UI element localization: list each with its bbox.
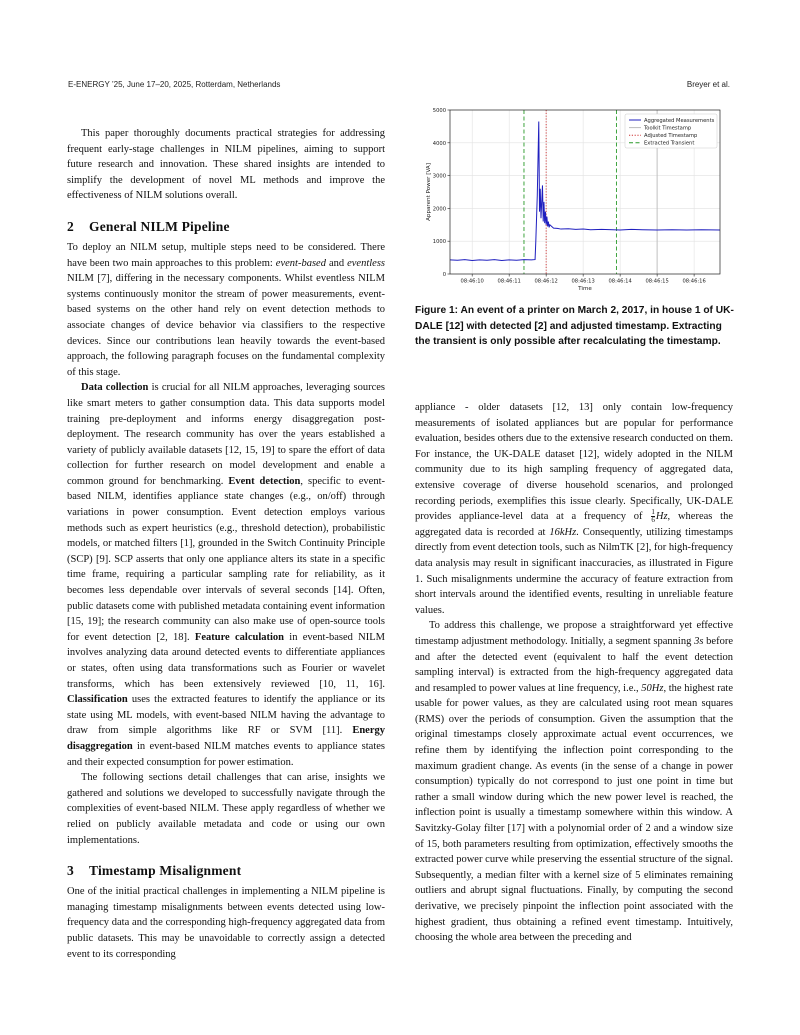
math-value: 50Hz <box>641 682 664 694</box>
figure-1 <box>418 104 734 294</box>
section-number: 2 <box>67 218 74 234</box>
run-in-heading: Data collection <box>81 382 149 394</box>
y-tick-label: 0 <box>442 272 446 278</box>
run-in-heading: Feature calculation <box>194 631 284 643</box>
fraction-numerator: 1 <box>651 508 655 517</box>
fraction-denominator: 6 <box>651 516 655 525</box>
x-tick-label: 08:46:11 <box>497 278 521 285</box>
x-axis-label: Time <box>578 286 592 292</box>
fraction <box>651 509 655 524</box>
power-chart <box>418 104 734 294</box>
intro-paragraph: This paper thoroughly documents practical strategies for addressing frequent early-stage challenges in NILM pipelines, aiming to support future research and innovation. These shared insights are intended to simplify the development of novel ML methods and improve the effectiveness of NILM solutions overall. <box>67 128 385 202</box>
paragraph <box>67 240 385 380</box>
text-run: in event-based NILM involves analyzing data around detected events to differentiate appliances or states, often using data transformations such as Fourier or wavelet transforms, which has been extensively reviewed [10, 11, 16]. <box>67 631 385 690</box>
run-in-heading: Classification <box>67 694 128 706</box>
y-tick-label: 5000 <box>432 108 446 114</box>
text-run: , whereas the aggregated data is recorded at <box>415 511 733 538</box>
legend-entry: Extracted Transient <box>644 140 695 147</box>
emphasis: eventless <box>347 257 386 269</box>
text-run: To address this challenge, we propose a straightforward yet effective timestamp adjustment methodology. Initially, a segment spanning <box>415 620 733 647</box>
right-column <box>415 400 733 946</box>
text-run: is crucial for all NILM approaches, leveraging sources like smart meters to gather consumption data. This data supports model training pre-deployment and informs energy disaggregation post-deployment. The research community has over the years established a variety of publicly available datasets [12, 15, 19] to spare the effort of data collection for further research on model development and enable a common ground for benchmarking. <box>67 382 385 487</box>
text-run: , specific to event-based NILM, identifies appliance state changes (e.g., on/off) through variations in power consumption. Event detection employs various methods such as expert heuristics (e.g., threshold detection), probabilistic models, or matched filters [1], grounded in the Switch Continuity Principle (SCP) [9]. SCP asserts that only one appliance alters its state in a specific time frame, requiring a particular sampling rate for reliability, as it becomes less dependable over intervals of several seconds [14]. Often, public datasets come with published metadata containing event information [15, 19]; the research community can also make use of open-source tools for event detection [2, 18]. <box>67 475 385 643</box>
paragraph: One of the initial practical challenges in implementing a NILM pipeline is managing timestamp misalignments between events detected using low-frequency data and the corresponding high-frequency aggregated data from public datasets. This may be unavoidable to correctly assign a detected event to its corresponding <box>67 886 385 960</box>
run-in-heading: Event detection <box>228 475 301 487</box>
text-run: before and after the detected event (equivalent to half the event detection sampling interval) is extracted from the high-frequency aggregated data and resampled to power values at line frequency, i.e., <box>415 635 733 694</box>
running-header-venue: E-ENERGY ’25, June 17–20, 2025, Rotterdam, Netherlands <box>68 80 281 89</box>
y-tick-label: 4000 <box>432 140 446 147</box>
paragraph <box>415 400 733 618</box>
text-run: To deploy an NILM setup, multiple steps need to be considered. There have been two main approaches to this problem: <box>67 241 385 269</box>
legend-entry: Toolkit Timestamp <box>644 125 692 132</box>
x-tick-label: 08:46:10 <box>460 278 484 285</box>
paragraph <box>67 380 385 770</box>
text-run: in event-based NILM matches events to appliance states and their expected consumption for power estimation. <box>67 740 385 768</box>
section-3-heading <box>67 862 385 880</box>
paragraph <box>415 618 733 945</box>
run-in-heading: Energy disaggregation <box>67 725 385 752</box>
running-header-authors: Breyer et al. <box>686 80 730 89</box>
x-tick-label: 08:46:15 <box>645 278 669 285</box>
text-run: . Consequently, utilizing timestamps directly from event detection tools, such as NilmTK [2], for high-frequency data analysis may result in significant inaccuracies, as illustrated in Figure 1. Such misalignments undermine the accuracy of feature extraction from short intervals around the identified events, resulting in unreliable feature values. <box>415 526 733 616</box>
y-tick-label: 3000 <box>432 173 446 180</box>
section-title: Timestamp Misalignment <box>89 863 242 879</box>
x-tick-label: 08:46:13 <box>571 278 595 285</box>
emphasis: event-based <box>275 257 326 269</box>
math-value: 16kHz <box>549 526 577 538</box>
legend-entry: Adjusted Timestamp <box>644 133 698 140</box>
x-tick-label: 08:46:14 <box>608 278 632 285</box>
y-tick-label: 1000 <box>432 239 446 246</box>
text-run: appliance - older datasets [12, 13] only contain low-frequency measurements of isolated appliances but are popular for performance evaluation, besides others due to the extensive research conducted on them. For instance, the UK-DALE dataset [12], widely adopted in the NILM community due to its high sampling frequency of aggregated data, extensive coverage of diverse household scenarios, and prolonged recording periods, exemplifies this issue clearly. Specifically, UK-DALE provides appliance-level data at a frequency of <box>415 402 733 523</box>
y-tick-label: 2000 <box>432 206 446 213</box>
math-unit: Hz <box>655 511 668 523</box>
section-2-heading <box>67 218 385 236</box>
text-run: uses the extracted features to identify the appliance or its state using ML models, with event-based NILM having the advantage to draw from simple algorithms like RF or SVM [11]. <box>67 694 385 737</box>
paragraph: The following sections detail challenges that can arise, insights we gathered and solutions we developed to successfully navigate through the complexities of event-based NILM. These apply regardless of whether we relied on publicly available metadata and code or using our own implementations. <box>67 772 385 846</box>
section-title: General NILM Pipeline <box>89 218 230 234</box>
figure-caption: Figure 1: An event of a printer on March 2, 2017, in house 1 of UK-DALE [12] with detected [2] and adjusted timestamp. Extracting the transient is only possible after recalculating the timestamp. <box>415 305 734 348</box>
text-run: and <box>325 257 348 269</box>
legend-entry: Aggregated Measurements <box>644 117 715 124</box>
y-axis-label: Apparent Power [VA] <box>426 163 432 221</box>
section-number: 3 <box>67 863 74 879</box>
text-run: , the highest rate usable for power values, as they are calculated using root mean squares (RMS) over the periods of consumption. Given the assumption that the original timestamps closely approximate actual event occurrences, we refine them by identifying the inflection point corresponding to the maximum gradient change. As events (in the sense of a change in power consumption) typically do not correspond to just one point in time but rather a small window during which the new power level is reached, the inflection point is usually a timestamp somewhere within this window. A Savitzky-Golay filter [17] with a polynomial order of 2 and a window size of 15, both parameters resulting from optimization, effectively smooths the extracted power curve while preserving the essential structure of the signal. Subsequently, a median filter with a kernel size of 5 eliminates remaining outliers and abrupt signal fluctuations. Finally, by computing the second derivative, we precisely pinpoint the inflection point associated with the highest gradient, thus obtaining a refined event timestamp. Intuitively, choosing the whole area between the preceding and <box>415 682 733 944</box>
math-value: 3s <box>694 635 704 647</box>
left-column <box>67 126 385 962</box>
x-tick-label: 08:46:12 <box>534 278 558 285</box>
x-tick-label: 08:46:16 <box>682 278 706 285</box>
text-run: NILM [7], differing in the necessary components. Whilst eventless NILM systems continuously monitor the stream of power measurements, event-based systems on the other hand rely on event detection methods to associate changes of device behavior via classifiers to the respective devices. Since our contributions lean heavily towards the event-based approach, the following paragraph focuses on the fundamental complexity of this stage. <box>67 273 385 378</box>
